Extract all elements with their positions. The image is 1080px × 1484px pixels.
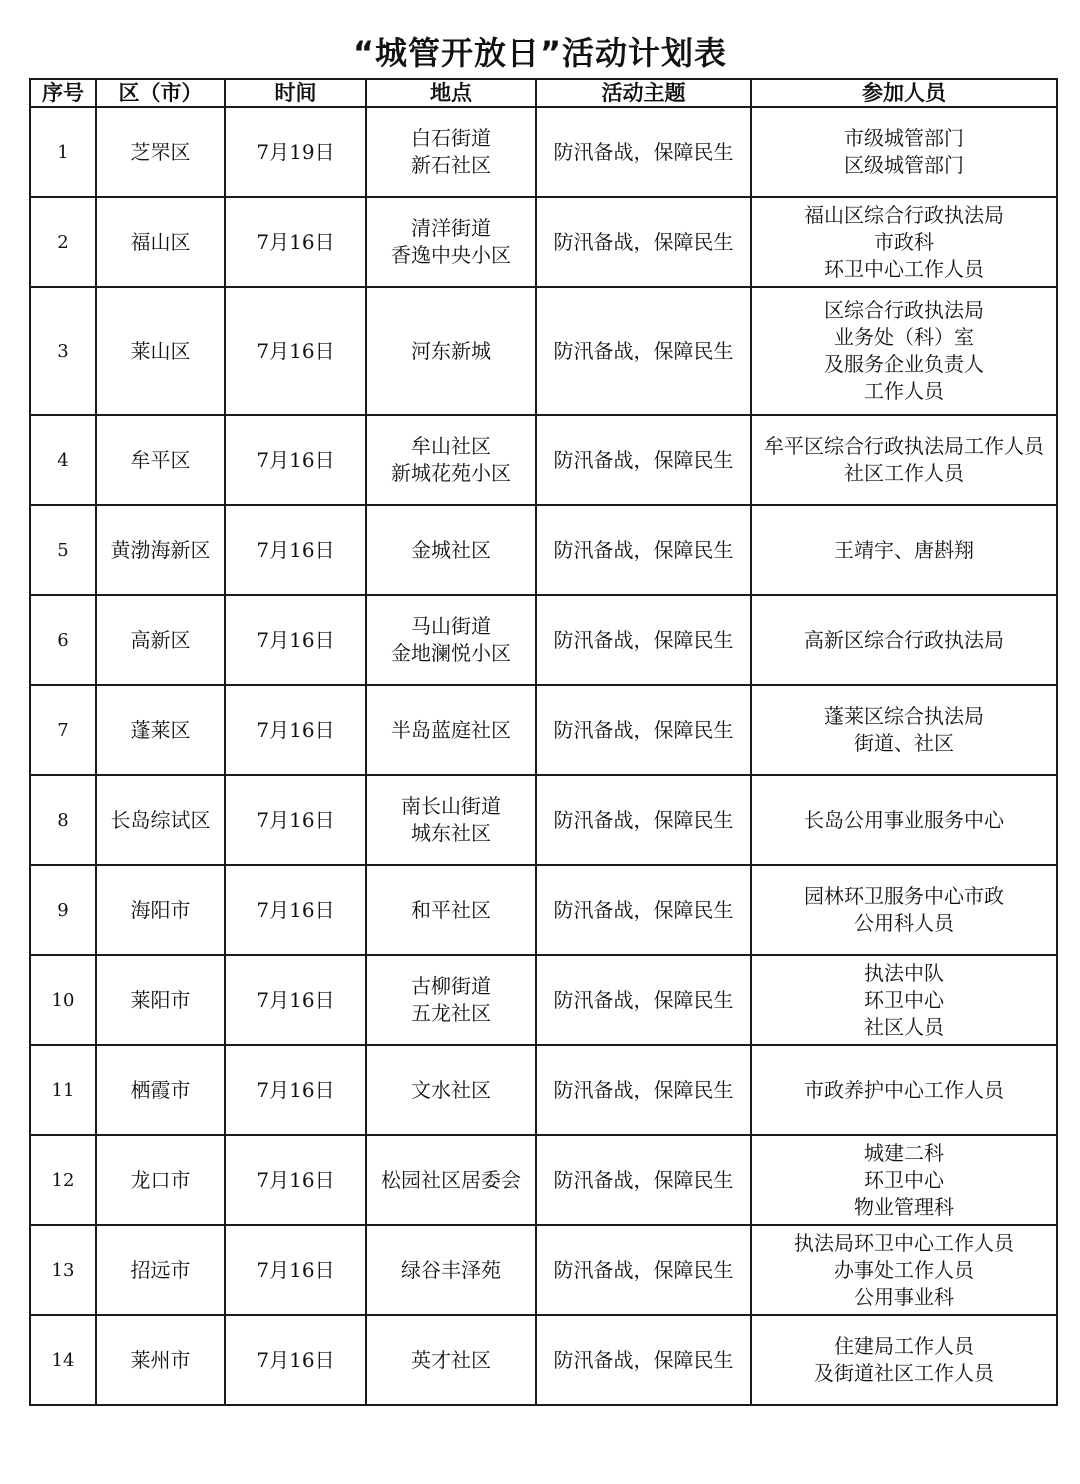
cell-location-line: 英才社区: [411, 1347, 491, 1372]
table-row: [30, 1225, 1057, 1315]
cell-participants: [751, 1315, 1057, 1405]
cell-participants-line: 区级城管部门: [844, 153, 964, 177]
cell-participants-line: 及服务企业负责人: [824, 352, 984, 376]
cell-theme: 防汛备战，保障民生: [536, 955, 751, 1045]
table-row: [30, 505, 1057, 595]
cell-participants-line: 王靖宇、唐斟翔: [834, 537, 974, 562]
cell-participants: [751, 505, 1057, 595]
cell-participants-line: 住建局工作人员: [834, 1334, 974, 1358]
cell-location: [366, 955, 536, 1045]
table-row: [30, 1315, 1057, 1405]
cell-location-line: 香逸中央小区: [391, 243, 511, 267]
cell-district: 莱阳市: [96, 955, 225, 1045]
cell-participants-line: 公用事业科: [854, 1284, 954, 1309]
cell-theme: 防汛备战，保障民生: [536, 415, 751, 505]
cell-participants: [751, 107, 1057, 197]
cell-location-line: 松园社区居委会: [381, 1167, 521, 1192]
cell-index: 4: [30, 415, 96, 505]
cell-location-line: 新城花苑小区: [391, 461, 511, 485]
cell-location-line: 牟山社区: [411, 434, 491, 458]
cell-participants-line: 执法中队: [864, 960, 944, 985]
cell-date: 7月16日: [225, 955, 366, 1045]
cell-location-line: 五龙社区: [411, 1001, 491, 1025]
table-row: [30, 685, 1057, 775]
cell-theme: 防汛备战，保障民生: [536, 1045, 751, 1135]
column-header-index: 序号: [30, 79, 96, 107]
table-header-row: [30, 79, 1057, 107]
table-body: [30, 107, 1057, 1405]
cell-index: 9: [30, 865, 96, 955]
cell-index: 1: [30, 107, 96, 197]
cell-date: 7月16日: [225, 197, 366, 287]
cell-district: 莱州市: [96, 1315, 225, 1405]
cell-theme: 防汛备战，保障民生: [536, 865, 751, 955]
cell-participants: [751, 685, 1057, 775]
cell-location: [366, 287, 536, 415]
cell-district: 福山区: [96, 197, 225, 287]
cell-location-line: 绿谷丰泽苑: [401, 1257, 501, 1282]
table-row: [30, 1045, 1057, 1135]
table-row: [30, 415, 1057, 505]
cell-date: 7月16日: [225, 1135, 366, 1225]
activity-plan-table: [29, 78, 1058, 1406]
cell-location: [366, 865, 536, 955]
table-row: [30, 197, 1057, 287]
table-row: [30, 1135, 1057, 1225]
cell-participants: [751, 287, 1057, 415]
column-header-location: 地点: [366, 79, 536, 107]
cell-district: 高新区: [96, 595, 225, 685]
column-header-date: 时间: [225, 79, 366, 107]
cell-participants-line: 福山区综合行政执法局: [804, 202, 1004, 227]
cell-participants-line: 市政养护中心工作人员: [804, 1077, 1004, 1102]
cell-participants-line: 牟平区综合行政执法局工作人员: [764, 434, 1044, 458]
cell-district: 牟平区: [96, 415, 225, 505]
cell-location-line: 和平社区: [411, 897, 491, 922]
cell-location-line: 河东新城: [411, 338, 491, 363]
cell-index: 6: [30, 595, 96, 685]
cell-index: 12: [30, 1135, 96, 1225]
cell-district: 芝罘区: [96, 107, 225, 197]
cell-index: 2: [30, 197, 96, 287]
cell-location: [366, 775, 536, 865]
cell-participants-line: 市级城管部门: [844, 126, 964, 150]
cell-location-line: 南长山街道: [401, 794, 501, 818]
cell-participants-line: 市政科: [874, 229, 934, 254]
column-header-district: 区（市）: [96, 79, 225, 107]
cell-district: 黄渤海新区: [96, 505, 225, 595]
cell-district: 莱山区: [96, 287, 225, 415]
cell-location-line: 新石社区: [411, 153, 491, 177]
cell-location: [366, 197, 536, 287]
cell-theme: 防汛备战，保障民生: [536, 595, 751, 685]
cell-index: 13: [30, 1225, 96, 1315]
table-row: [30, 595, 1057, 685]
cell-index: 5: [30, 505, 96, 595]
cell-participants-line: 街道、社区: [854, 731, 954, 755]
cell-district: 蓬莱区: [96, 685, 225, 775]
cell-index: 14: [30, 1315, 96, 1405]
cell-participants-line: 城建二科: [864, 1140, 944, 1165]
cell-participants-line: 环卫中心工作人员: [824, 256, 984, 281]
cell-theme: 防汛备战，保障民生: [536, 1315, 751, 1405]
cell-location-line: 马山街道: [411, 614, 491, 638]
cell-date: 7月16日: [225, 505, 366, 595]
cell-location-line: 清洋街道: [411, 216, 491, 240]
cell-participants-line: 办事处工作人员: [834, 1257, 974, 1282]
cell-district: 栖霞市: [96, 1045, 225, 1135]
cell-district: 海阳市: [96, 865, 225, 955]
cell-participants: [751, 415, 1057, 505]
cell-location: [366, 1135, 536, 1225]
cell-location: [366, 595, 536, 685]
cell-date: 7月19日: [225, 107, 366, 197]
cell-index: 11: [30, 1045, 96, 1135]
cell-location: [366, 685, 536, 775]
cell-index: 7: [30, 685, 96, 775]
cell-participants-line: 社区人员: [864, 1014, 944, 1039]
cell-theme: 防汛备战，保障民生: [536, 685, 751, 775]
cell-location-line: 金地澜悦小区: [391, 641, 511, 665]
cell-location: [366, 415, 536, 505]
cell-index: 8: [30, 775, 96, 865]
cell-index: 10: [30, 955, 96, 1045]
cell-participants-line: 公用科人员: [854, 911, 954, 935]
cell-participants-line: 环卫中心: [864, 987, 944, 1012]
cell-theme: 防汛备战，保障民生: [536, 197, 751, 287]
cell-participants: [751, 775, 1057, 865]
cell-participants: [751, 865, 1057, 955]
cell-participants-line: 及街道社区工作人员: [814, 1361, 994, 1385]
cell-participants-line: 环卫中心: [864, 1167, 944, 1192]
cell-location: [366, 505, 536, 595]
cell-location: [366, 107, 536, 197]
cell-location-line: 古柳街道: [411, 974, 491, 998]
cell-participants: [751, 1225, 1057, 1315]
table-row: [30, 107, 1057, 197]
cell-location: [366, 1315, 536, 1405]
cell-district: 长岛综试区: [96, 775, 225, 865]
cell-theme: 防汛备战，保障民生: [536, 107, 751, 197]
cell-location-line: 白石街道: [411, 126, 491, 150]
cell-participants: [751, 197, 1057, 287]
cell-theme: 防汛备战，保障民生: [536, 1225, 751, 1315]
cell-participants: [751, 955, 1057, 1045]
cell-participants: [751, 1045, 1057, 1135]
cell-location: [366, 1045, 536, 1135]
cell-participants-line: 执法局环卫中心工作人员: [794, 1230, 1014, 1255]
cell-date: 7月16日: [225, 1225, 366, 1315]
cell-index: 3: [30, 287, 96, 415]
cell-date: 7月16日: [225, 415, 366, 505]
cell-participants-line: 物业管理科: [854, 1194, 954, 1219]
table-row: [30, 287, 1057, 415]
cell-date: 7月16日: [225, 775, 366, 865]
cell-theme: 防汛备战，保障民生: [536, 775, 751, 865]
cell-participants-line: 区综合行政执法局: [824, 298, 984, 322]
cell-date: 7月16日: [225, 287, 366, 415]
cell-location: [366, 1225, 536, 1315]
cell-date: 7月16日: [225, 865, 366, 955]
cell-participants-line: 园林环卫服务中心市政: [804, 884, 1004, 908]
table-row: [30, 775, 1057, 865]
cell-date: 7月16日: [225, 685, 366, 775]
cell-location-line: 城东社区: [411, 821, 491, 845]
cell-theme: 防汛备战，保障民生: [536, 287, 751, 415]
cell-location-line: 文水社区: [411, 1077, 491, 1102]
table-row: [30, 955, 1057, 1045]
cell-district: 龙口市: [96, 1135, 225, 1225]
cell-participants-line: 业务处（科）室: [834, 325, 974, 349]
cell-date: 7月16日: [225, 1315, 366, 1405]
cell-participants: [751, 595, 1057, 685]
cell-participants-line: 长岛公用事业服务中心: [804, 807, 1004, 832]
column-header-theme: 活动主题: [536, 79, 751, 107]
cell-participants-line: 工作人员: [864, 379, 944, 403]
cell-location-line: 金城社区: [411, 537, 491, 562]
cell-participants-line: 蓬莱区综合执法局: [824, 704, 984, 728]
page-title: “城管开放日”活动计划表: [352, 34, 728, 72]
cell-district: 招远市: [96, 1225, 225, 1315]
cell-participants-line: 高新区综合行政执法局: [804, 627, 1004, 652]
column-header-participants: 参加人员: [751, 79, 1057, 107]
cell-date: 7月16日: [225, 1045, 366, 1135]
cell-date: 7月16日: [225, 595, 366, 685]
cell-participants: [751, 1135, 1057, 1225]
table-row: [30, 865, 1057, 955]
cell-location-line: 半岛蓝庭社区: [391, 717, 511, 742]
cell-theme: 防汛备战，保障民生: [536, 1135, 751, 1225]
cell-participants-line: 社区工作人员: [844, 461, 964, 485]
cell-theme: 防汛备战，保障民生: [536, 505, 751, 595]
